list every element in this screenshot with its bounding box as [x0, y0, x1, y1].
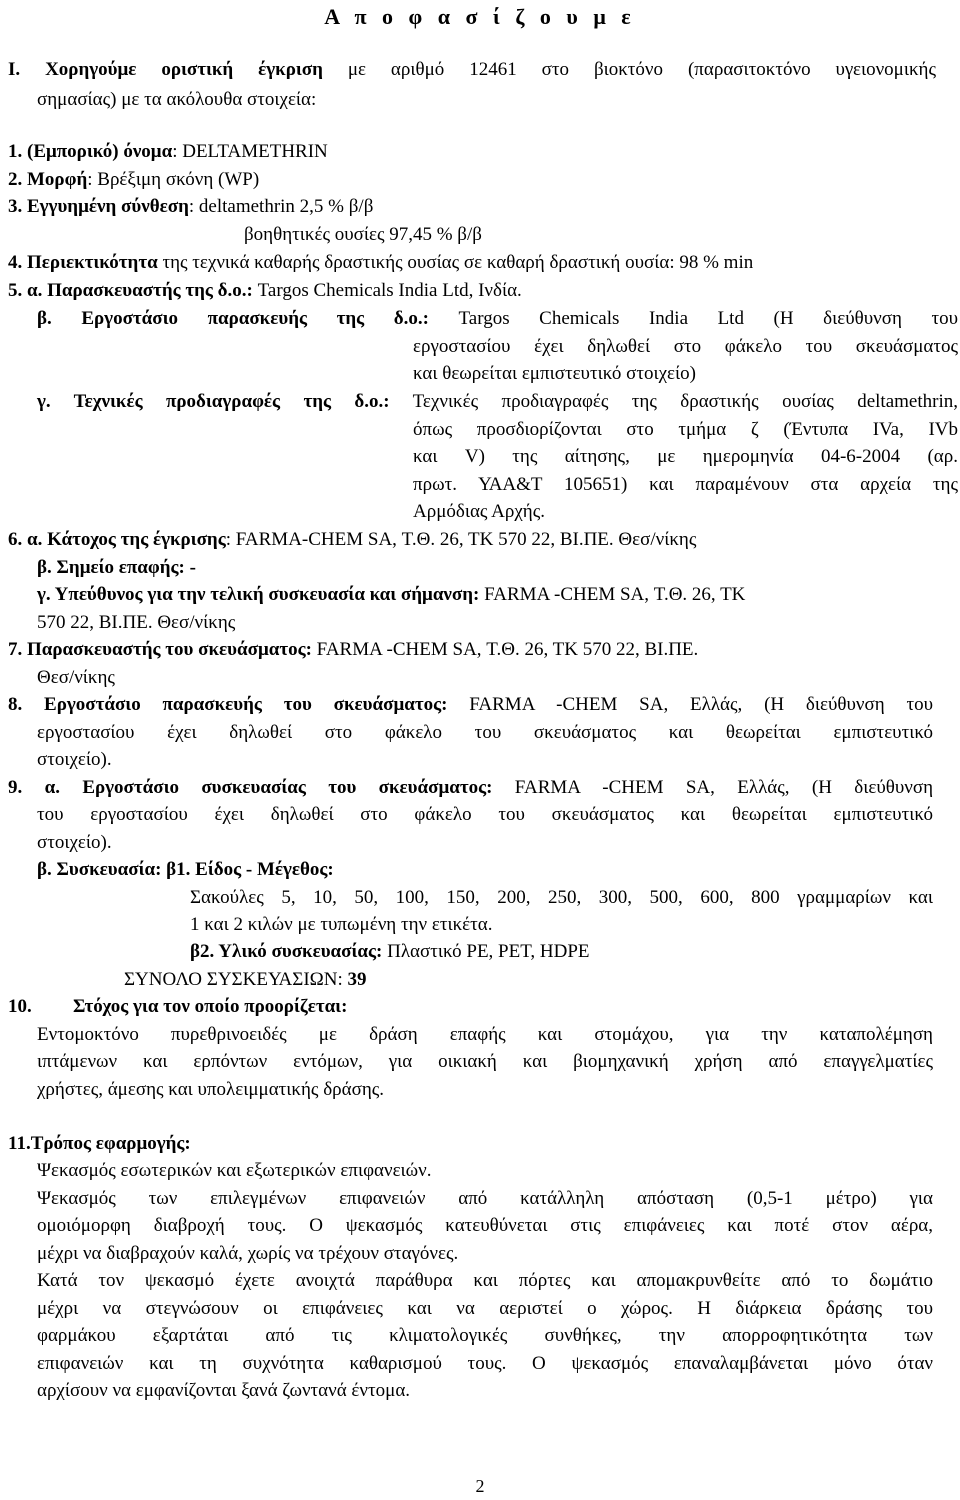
item-6b-label: β. Σημείο επαφής: -: [37, 557, 196, 578]
item-2-label: 2. Μορφή: [8, 169, 88, 190]
item-9b-value: Σακούλες 5, 10, 50, 100, 150, 200, 250, 300, 500, 600, 800 γραμμαρίων και: [190, 887, 933, 908]
item-3: [8, 193, 373, 221]
item-11-line-1: Ψεκασμός εσωτερικών και εξωτερικών επιφανειών.: [37, 1160, 432, 1181]
item-5a-value: Targos Chemicals India Ltd, Ινδία.: [252, 280, 522, 301]
item-9b2-value: Πλαστικό PE, PET, HDPE: [382, 941, 590, 962]
item-6b: [37, 554, 196, 582]
item-10-line-3: χρήστες, άμεσης και υπολειμματικής δράσης.: [37, 1079, 385, 1100]
item-5c-value-2: όπως προσδιορίζονται στο τμήμα ζ (Έντυπα IVa, IVb: [413, 419, 958, 440]
item-9a-value: FARMA -CHEM SA, Ελλάς, (Η διεύθυνση: [492, 777, 934, 798]
item-9a-label: 9. α. Εργοστάσιο συσκευασίας του σκευάσματος:: [8, 777, 493, 798]
item-5b-value-2: εργοστασίου έχει δηλωθεί στο φάκελο του σκευάσματος: [413, 336, 958, 357]
item-6c-label: γ. Υπεύθυνος για την τελική συσκευασία και σήμανση:: [37, 584, 480, 605]
item-5c: [37, 388, 958, 416]
item-3-label: 3. Εγγυημένη σύνθεση: [8, 196, 189, 217]
item-11-line-8: επιφανειών και τη συχνότητα καθαρισμού τους. Ο ψεκασμός επαναλαμβάνεται μόνο όταν: [37, 1353, 933, 1374]
item-4-value: της τεχνικά καθαρής δραστικής ουσίας σε καθαρή δραστική ουσία: 98 % min: [157, 252, 754, 273]
item-10-line-2: ιπτάμενων και ερπόντων εντόμων, για οικιακή και βιομηχανική χρήση από επαγγελματίες: [37, 1051, 933, 1072]
item-5a: [8, 277, 522, 305]
item-7: [8, 636, 698, 664]
item-3-value-2: βοηθητικές ουσίες 97,45 % β/β: [244, 224, 482, 245]
item-1-value: : DELTAMETHRIN: [172, 141, 328, 162]
item-4: [8, 249, 753, 277]
item-9a-value-3: στοιχείο).: [37, 832, 112, 853]
item-9b-value-2: 1 και 2 κιλών με τυπωμένη την ετικέτα.: [190, 914, 493, 935]
item-9b2: [190, 938, 590, 966]
intro-text-1: με αριθμό 12461 στο βιοκτόνο (παρασιτοκτόνο υγειονομικής: [322, 59, 936, 80]
item-7-value-2: Θεσ/νίκης: [37, 667, 115, 688]
item-5b: [37, 305, 958, 333]
item-10-label: Στόχος για τον οποίο προορίζεται:: [73, 996, 348, 1017]
intro-line-2: σημασίας) με τα ακόλουθα στοιχεία:: [37, 89, 317, 110]
item-11-line-5: Κατά τον ψεκασμό έχετε ανοιχτά παράθυρα και πόρτες και απομακρυνθείτε από το δωμάτιο: [37, 1270, 933, 1291]
intro-bold: Ι. Χορηγούμε οριστική έγκριση: [8, 59, 323, 80]
page-title: Α π ο φ α σ ί ζ ο υ μ ε: [324, 4, 636, 29]
item-11-line-9: αρχίσουν να εμφανίζονται ξανά ζωντανά έντομα.: [37, 1380, 411, 1401]
item-9b2-label: β2. Υλικό συσκευασίας:: [190, 941, 383, 962]
item-8-label: 8. Εργοστάσιο παρασκευής του σκευάσματος:: [8, 694, 448, 715]
item-5c-value-4: πρωτ. ΥΑΑ&Τ 105651) και παραμένουν στα αρχεία της: [413, 474, 958, 495]
item-11-line-7: φαρμάκου εξαρτάται από τις κλιματολογικές συνθήκες, την απορροφητικότητα των: [37, 1325, 933, 1346]
item-10-line-1: Εντομοκτόνο πυρεθρινοειδές με δράση επαφής και στομάχου, για την καταπολέμηση: [37, 1024, 933, 1045]
item-3-value: : deltamethrin 2,5 % β/β: [188, 196, 374, 217]
item-5c-value-3: και V) της αίτησης, με ημερομηνία 04-6-2004 (αρ.: [413, 446, 958, 467]
item-6c-value: FARMA -CHEM SA, Τ.Θ. 26, ΤΚ: [479, 584, 746, 605]
item-9a-value-2: του εργοστασίου έχει δηλωθεί στο φάκελο του σκευάσματος και θεωρείται εμπιστευτικό: [37, 804, 933, 825]
item-8-value-3: στοιχείο).: [37, 749, 112, 770]
item-1: [8, 138, 328, 166]
item-4-label: 4. Περιεκτικότητα: [8, 252, 158, 273]
item-6a: [8, 526, 696, 554]
packages-total-value: 39: [347, 969, 367, 990]
item-5c-value-5: Αρμόδιας Αρχής.: [413, 501, 545, 522]
item-6a-label: 6. α. Κάτοχος της έγκρισης: [8, 529, 226, 550]
item-8-value: FARMA -CHEM SA, Ελλάς, (Η διεύθυνση του: [447, 694, 933, 715]
item-6c: [37, 581, 745, 609]
item-6c-value-2: 570 22, ΒΙ.ΠΕ. Θεσ/νίκης: [37, 612, 236, 633]
item-2-value: : Βρέξιμη σκόνη (WP): [87, 169, 260, 190]
item-1-label: 1. (Εμπορικό) όνομα: [8, 141, 173, 162]
item-11-line-6: μέχρι να στεγνώσουν οι επιφάνειες και να αεριστεί ο χώρος. Η διάρκεια δράσης του: [37, 1298, 933, 1319]
item-11-line-2: Ψεκασμός των επιλεγμένων επιφανειών από κατάλληλη απόσταση (0,5-1 μέτρο) για: [37, 1188, 933, 1209]
packages-total: [124, 966, 367, 994]
item-10-number: 10.: [8, 996, 32, 1017]
item-8-value-2: εργοστασίου έχει δηλωθεί στο φάκελο του σκευάσματος και θεωρείται εμπιστευτικό: [37, 722, 933, 743]
packages-total-label: ΣΥΝΟΛΟ ΣΥΣΚΕΥΑΣΙΩΝ:: [124, 969, 348, 990]
item-2: [8, 166, 259, 194]
item-11-label: 11.Τρόπος εφαρμογής:: [8, 1133, 191, 1154]
item-11-line-3: ομοιόμορφη διαβροχή τους. Ο ψεκασμός κατευθύνεται στις επιφάνειες και ποτέ στον αέρα,: [37, 1215, 933, 1236]
item-7-value: FARMA -CHEM SA, Τ.Θ. 26, ΤΚ 570 22, ΒΙ.ΠΕ.: [311, 639, 699, 660]
item-7-label: 7. Παρασκευαστής του σκευάσματος:: [8, 639, 312, 660]
item-5b-label: β. Εργοστάσιο παρασκευής της δ.ο.:: [37, 308, 429, 329]
item-5c-label: γ. Τεχνικές προδιαγραφές της δ.ο.:: [37, 391, 390, 412]
page-number: 2: [475, 1476, 485, 1496]
intro-line-1: [8, 56, 936, 84]
item-11-line-4: μέχρι να διαβραχούν καλά, χωρίς να τρέχουν σταγόνες.: [37, 1243, 459, 1264]
item-8: [8, 691, 933, 719]
item-9a: [8, 774, 933, 802]
item-5c-value: Τεχνικές προδιαγραφές της δραστικής ουσίας deltamethrin,: [389, 391, 958, 412]
item-5b-value-3: και θεωρείται εμπιστευτικό στοιχείο): [413, 363, 696, 384]
item-5b-value: Targos Chemicals India Ltd (Η διεύθυνση του: [428, 308, 959, 329]
item-9b-label: β. Συσκευασία: β1. Είδος - Μέγεθος:: [37, 859, 334, 880]
item-5a-label: 5. α. Παρασκευαστής της δ.ο.:: [8, 280, 253, 301]
item-9b: [37, 856, 334, 884]
item-6a-value: : FARMA-CHEM SA, Τ.Θ. 26, ΤΚ 570 22, ΒΙ.ΠΕ. Θεσ/νίκης: [225, 529, 697, 550]
